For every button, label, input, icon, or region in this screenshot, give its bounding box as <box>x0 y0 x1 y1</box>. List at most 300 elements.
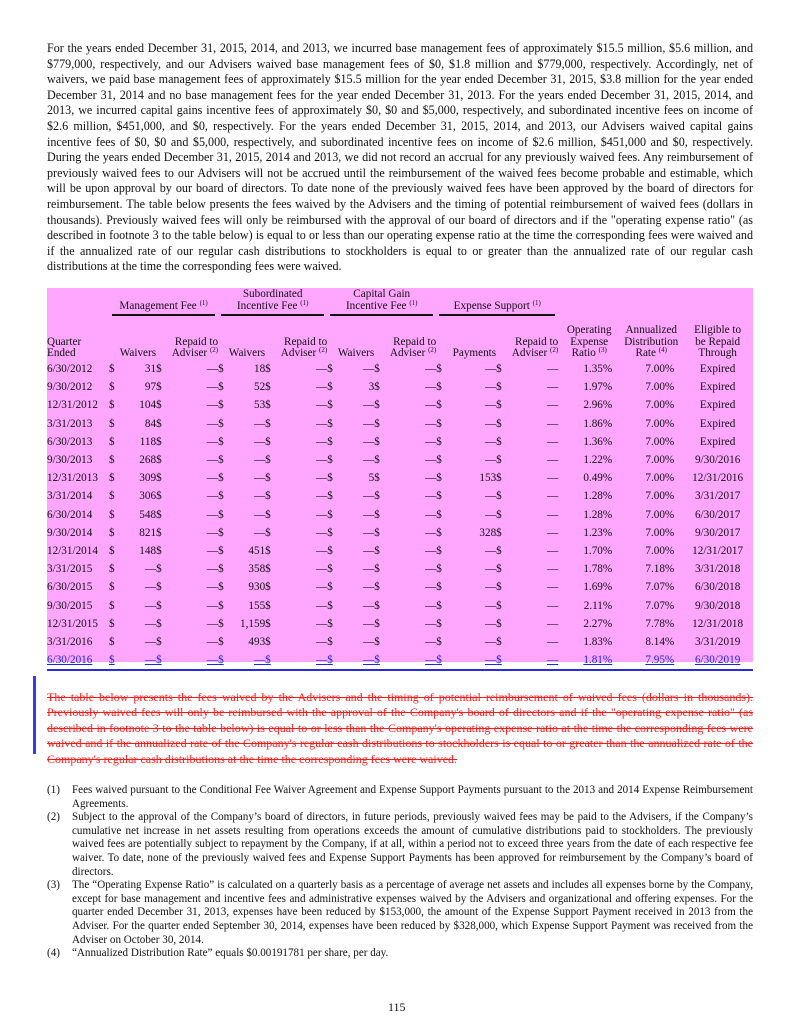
currency-symbol: $ <box>374 417 380 430</box>
cell-sub-waivers: 493 <box>248 636 266 649</box>
cell-quarter-ended: 12/31/2014 <box>47 545 98 558</box>
currency-symbol: $ <box>109 599 115 612</box>
cell-quarter-ended: 12/31/2015 <box>47 617 98 630</box>
currency-symbol: $ <box>218 490 224 503</box>
currency-symbol: $ <box>156 508 162 521</box>
currency-symbol: $ <box>374 363 380 375</box>
cell-mgmt-repaid: — <box>206 454 219 467</box>
currency-symbol: $ <box>436 363 442 375</box>
cell-sub-repaid: — <box>316 363 328 375</box>
cell-cap-waivers: — <box>363 563 375 576</box>
currency-symbol: $ <box>156 363 162 375</box>
cell-mgmt-repaid: — <box>206 599 219 612</box>
currency-symbol: $ <box>496 435 502 448</box>
cell-sub-repaid: — <box>316 526 328 539</box>
currency-symbol: $ <box>496 472 502 485</box>
cell-quarter-ended: 6/30/2013 <box>47 435 93 448</box>
cell-exp-repaid: — <box>547 563 559 576</box>
cell-exp-repaid: — <box>547 599 559 612</box>
cell-operating-expense-ratio: 1.70% <box>583 545 613 558</box>
currency-symbol: $ <box>374 435 380 448</box>
currency-symbol: $ <box>265 454 271 467</box>
cell-exp-payments: — <box>484 490 497 503</box>
group-header-subordinated-incentive-fee: Subordinated Incentive Fee $^{(1)}$ <box>218 288 327 316</box>
currency-symbol: $ <box>327 490 333 503</box>
cell-mgmt-waivers: 104 <box>139 399 157 412</box>
currency-symbol: $ <box>265 508 271 521</box>
cell-cap-waivers: — <box>363 417 375 430</box>
currency-symbol: $ <box>156 563 162 576</box>
cell-cap-waivers: — <box>342 651 374 670</box>
cell-eligible-through: Expired <box>699 363 736 375</box>
cell-mgmt-repaid: — <box>206 399 219 412</box>
currency-symbol: $ <box>218 581 224 594</box>
cell-mgmt-waivers: — <box>144 599 157 612</box>
cell-exp-repaid: — <box>547 545 559 558</box>
cell-exp-repaid: — <box>547 472 559 485</box>
cell-sub-waivers: — <box>233 651 265 670</box>
currency-symbol: $ <box>156 636 162 649</box>
cell-quarter-ended: 3/31/2016 <box>47 636 93 649</box>
currency-symbol: $ <box>156 472 162 485</box>
cell-cap-waivers: — <box>363 545 375 558</box>
currency-symbol: $ <box>327 417 333 430</box>
currency-symbol: $ <box>374 545 380 558</box>
cell-eligible-through: 6/30/2019 <box>682 651 753 670</box>
cell-sub-repaid: — <box>316 381 328 394</box>
currency-symbol: $ <box>374 399 380 412</box>
currency-symbol: $ <box>327 581 333 594</box>
currency-symbol: $ <box>109 363 115 375</box>
currency-symbol: $ <box>327 563 333 576</box>
currency-symbol: $ <box>374 581 380 594</box>
cell-cap-waivers: — <box>363 636 375 649</box>
cell-exp-repaid: — <box>547 526 559 539</box>
currency-symbol: $ <box>265 363 271 375</box>
col-header-exp-payments: Payments <box>452 347 497 360</box>
cell-exp-payments: — <box>484 417 497 430</box>
currency-symbol: $ <box>265 563 271 576</box>
cell-operating-expense-ratio: 1.78% <box>583 563 613 576</box>
cell-cap-repaid: — <box>425 490 437 503</box>
col-header-sub-waivers: Waivers <box>228 347 266 360</box>
cell-eligible-through: 9/30/2017 <box>694 526 741 539</box>
cell-operating-expense-ratio: 1.86% <box>583 417 613 430</box>
currency-symbol: $ <box>265 417 271 430</box>
cell-cap-repaid: — <box>425 363 437 375</box>
cell-mgmt-waivers: 97 <box>144 381 157 394</box>
cell-mgmt-waivers: 548 <box>139 508 157 521</box>
cell-mgmt-repaid: — <box>206 435 219 448</box>
cell-annualized-distribution-rate: 7.07% <box>645 599 675 612</box>
cell-exp-payments: — <box>484 599 497 612</box>
table-row <box>47 615 753 633</box>
cell-exp-payments: — <box>484 545 497 558</box>
cell-operating-expense-ratio: 0.49% <box>583 472 613 485</box>
currency-symbol: $ <box>156 417 162 430</box>
currency-symbol: $ <box>496 651 511 670</box>
currency-symbol: $ <box>265 651 280 670</box>
fee-table-body <box>47 360 753 670</box>
cell-exp-repaid: — <box>547 636 559 649</box>
cell-eligible-through: 6/30/2018 <box>694 581 741 594</box>
currency-symbol: $ <box>218 545 224 558</box>
cell-operating-expense-ratio: 1.28% <box>583 508 613 521</box>
cell-cap-waivers: — <box>363 526 375 539</box>
col-header-mgmt-waivers: Waivers <box>119 347 157 360</box>
cell-annualized-distribution-rate: 7.00% <box>645 417 675 430</box>
currency-symbol: $ <box>109 381 115 394</box>
currency-symbol: $ <box>218 454 224 467</box>
cell-sub-waivers: — <box>253 508 266 521</box>
col-header-mgmt-repaid: Repaid to Adviser $^{(2)}$ <box>171 335 219 360</box>
cell-mgmt-repaid: — <box>206 417 219 430</box>
cell-mgmt-repaid: — <box>206 363 219 375</box>
cell-sub-waivers: — <box>253 472 266 485</box>
cell-exp-payments: — <box>484 563 497 576</box>
cell-cap-waivers: — <box>363 508 375 521</box>
cell-cap-repaid: — <box>425 399 437 412</box>
cell-exp-payments: 328 <box>479 526 497 539</box>
cell-annualized-distribution-rate: 8.14% <box>645 636 675 649</box>
page-number: 115 <box>388 1000 406 1014</box>
currency-symbol: $ <box>265 472 271 485</box>
cell-mgmt-repaid: — <box>206 617 219 630</box>
cell-exp-payments: — <box>484 454 497 467</box>
cell-sub-waivers: 358 <box>248 563 266 576</box>
currency-symbol: $ <box>109 563 115 576</box>
currency-symbol: $ <box>109 454 115 467</box>
cell-exp-repaid: — <box>547 417 559 430</box>
cell-mgmt-waivers: — <box>124 651 156 670</box>
currency-symbol: $ <box>436 508 442 521</box>
cell-exp-payments: — <box>484 363 497 375</box>
cell-exp-repaid: — <box>547 435 559 448</box>
cell-quarter-ended: 6/30/2012 <box>47 363 93 375</box>
cell-cap-waivers: — <box>363 490 375 503</box>
cell-mgmt-waivers: 118 <box>139 435 157 448</box>
cell-sub-waivers: 52 <box>253 381 266 394</box>
currency-symbol: $ <box>265 581 271 594</box>
cell-sub-waivers: 930 <box>248 581 266 594</box>
cell-annualized-distribution-rate: 7.00% <box>645 399 675 412</box>
currency-symbol: $ <box>265 435 271 448</box>
cell-quarter-ended: 9/30/2015 <box>47 599 93 612</box>
currency-symbol: $ <box>496 399 502 412</box>
cell-mgmt-repaid: — <box>206 636 219 649</box>
cell-annualized-distribution-rate: 7.00% <box>645 454 675 467</box>
table-row <box>47 360 753 378</box>
cell-sub-repaid: — <box>316 454 328 467</box>
cell-quarter-ended: 6/30/2014 <box>47 508 93 521</box>
cell-eligible-through: 9/30/2016 <box>694 454 741 467</box>
cell-quarter-ended: 3/31/2015 <box>47 563 93 576</box>
cell-exp-repaid: — <box>547 381 559 394</box>
currency-symbol: $ <box>436 435 442 448</box>
currency-symbol: $ <box>374 526 380 539</box>
currency-symbol: $ <box>109 435 115 448</box>
cell-exp-repaid: — <box>511 651 558 670</box>
cell-mgmt-repaid: — <box>206 581 219 594</box>
cell-sub-waivers: 1,159 <box>239 617 266 630</box>
cell-exp-payments: — <box>484 581 497 594</box>
table-row <box>47 506 753 524</box>
currency-symbol: $ <box>436 417 442 430</box>
cell-eligible-through: Expired <box>699 435 736 448</box>
cell-exp-payments: — <box>484 617 497 630</box>
cell-cap-repaid: — <box>425 381 437 394</box>
cell-annualized-distribution-rate: 7.00% <box>645 526 675 539</box>
cell-operating-expense-ratio: 2.27% <box>583 617 613 630</box>
cell-annualized-distribution-rate: 7.07% <box>645 581 675 594</box>
cell-annualized-distribution-rate: 7.00% <box>645 472 675 485</box>
currency-symbol: $ <box>156 381 162 394</box>
cell-operating-expense-ratio: 2.96% <box>583 399 613 412</box>
currency-symbol: $ <box>374 508 380 521</box>
cell-sub-repaid: — <box>316 399 328 412</box>
cell-annualized-distribution-rate: 7.00% <box>645 435 675 448</box>
cell-operating-expense-ratio: 1.28% <box>583 490 613 503</box>
cell-cap-repaid: — <box>425 581 437 594</box>
col-header-cap-waivers: Waivers <box>337 347 375 360</box>
cell-sub-repaid: — <box>316 545 328 558</box>
cell-exp-payments: — <box>484 636 497 649</box>
table-row <box>47 415 753 433</box>
currency-symbol: $ <box>156 651 171 670</box>
currency-symbol: $ <box>327 617 333 630</box>
cell-cap-waivers: 3 <box>368 381 375 394</box>
cell-exp-repaid: — <box>547 581 559 594</box>
currency-symbol: $ <box>436 399 442 412</box>
currency-symbol: $ <box>327 454 333 467</box>
cell-mgmt-waivers: 31 <box>144 363 157 375</box>
cell-quarter-ended: 3/31/2014 <box>47 490 93 503</box>
cell-eligible-through: 3/31/2019 <box>694 636 741 649</box>
cell-mgmt-waivers: — <box>144 617 157 630</box>
cell-exp-payments: — <box>484 399 497 412</box>
cell-exp-repaid: — <box>547 508 559 521</box>
cell-exp-repaid: — <box>547 399 559 412</box>
currency-symbol: $ <box>436 651 451 670</box>
currency-symbol: $ <box>265 490 271 503</box>
currency-symbol: $ <box>109 526 115 539</box>
currency-symbol: $ <box>436 381 442 394</box>
cell-operating-expense-ratio: 1.81% <box>558 651 620 670</box>
table-row <box>47 378 753 396</box>
currency-symbol: $ <box>496 636 502 649</box>
cell-cap-repaid: — <box>425 636 437 649</box>
currency-symbol: $ <box>265 599 271 612</box>
currency-symbol: $ <box>218 381 224 394</box>
cell-eligible-through: 6/30/2017 <box>694 508 741 521</box>
cell-exp-payments: — <box>451 651 496 670</box>
currency-symbol: $ <box>374 490 380 503</box>
cell-exp-payments: — <box>484 381 497 394</box>
intro-paragraph: For the years ended December 31, 2015, 2014, and 2013, we incurred base management fees of approximately $15.5 million, $5.6 million, and $779,000, respectively, and our Advisers waived base management fees of $0, $1.8 million and $779,000, respectively. Accordingly, net of waivers, we paid base management fees of approximately $15.5 million for the year ended December 31, 2015, $3.8 million for the year ended December 31, 2014 and no base management fees for the year ended December 31, 2013. For the years ended December 31, 2015, 2014, and 2013, we incurred capital gains incentive fees of approximately $0, $0 and $5,000, respectively, and subordinated incentive fees on income of $2.6 million, $451,000, and $0, respectively. For the years ended December 31, 2015, 2014, and 2013, our Advisers waived capital gains incentive fees of $0, $0 and $5,000, respectively, and subordinated incentive fees on income of $2.6 million, $451,000 and $0, respectively. During the years ended December 31, 2015, 2014 and 2013, we did not record an accrual for any previously waived fees. Any reimbursement of previously waived fees to our Advisers will not be accrued until the reimbursement of the waived fees become probable and estimable, which will be upon approval by our board of directors. To date none of the previously waived fees have been approved by the board of directors for reimbursement. The table below presents the fees waived by the Advisers and the timing of potential reimbursement of waived fees (dollars in thousands). Previously waived fees will only be reimbursed with the approval of our board of directors and if the "operating expense ratio" (as described in footnote 3 to the table below) is equal to or less than our operating expense ratio at the time the corresponding fees were waived and if the annualized rate of our regular cash distributions to stockholders is equal to or greater than the annualized rate of our regular cash distributions at the time the corresponding fees were waived. <box>47 41 753 274</box>
currency-symbol: $ <box>496 617 502 630</box>
cell-mgmt-repaid: — <box>206 526 219 539</box>
cell-mgmt-repaid: — <box>206 472 219 485</box>
currency-symbol: $ <box>374 472 380 485</box>
col-header-annualized-distribution-rate: Annualized Distribution Rate $^{(4)}$ <box>624 324 679 360</box>
cell-cap-repaid: — <box>425 526 437 539</box>
cell-operating-expense-ratio: 1.36% <box>583 435 613 448</box>
cell-cap-repaid: — <box>425 454 437 467</box>
cell-annualized-distribution-rate: 7.00% <box>645 490 675 503</box>
currency-symbol: $ <box>109 617 115 630</box>
currency-symbol: $ <box>496 526 502 539</box>
table-row <box>47 651 753 670</box>
footnote: (4) “Annualized Distribution Rate” equals $0.00191781 per share, per day. <box>47 947 389 960</box>
cell-eligible-through: 9/30/2018 <box>694 599 741 612</box>
cell-sub-waivers: — <box>253 435 266 448</box>
table-row <box>47 560 753 578</box>
currency-symbol: $ <box>327 651 342 670</box>
currency-symbol: $ <box>374 381 380 394</box>
cell-operating-expense-ratio: 1.97% <box>583 381 613 394</box>
currency-symbol: $ <box>327 636 333 649</box>
cell-mgmt-waivers: 84 <box>144 417 157 430</box>
currency-symbol: $ <box>496 563 502 576</box>
cell-quarter-ended: 12/31/2012 <box>47 399 98 412</box>
currency-symbol: $ <box>496 381 502 394</box>
cell-mgmt-repaid: — <box>206 381 219 394</box>
cell-quarter-ended: 3/31/2013 <box>47 417 93 430</box>
currency-symbol: $ <box>496 545 502 558</box>
cell-eligible-through: Expired <box>699 399 736 412</box>
cell-cap-repaid: — <box>425 508 437 521</box>
currency-symbol: $ <box>156 490 162 503</box>
currency-symbol: $ <box>496 599 502 612</box>
currency-symbol: $ <box>218 417 224 430</box>
cell-quarter-ended: 12/31/2013 <box>47 472 98 485</box>
table-row <box>47 433 753 451</box>
group-header-management-fee: Management Fee $^{(1)}$ <box>109 288 218 316</box>
currency-symbol: $ <box>109 651 124 670</box>
cell-sub-waivers: — <box>253 417 266 430</box>
currency-symbol: $ <box>374 617 380 630</box>
cell-sub-repaid: — <box>316 581 328 594</box>
cell-operating-expense-ratio: 1.35% <box>583 363 613 375</box>
cell-mgmt-repaid: — <box>206 545 219 558</box>
cell-annualized-distribution-rate: 7.18% <box>645 563 675 576</box>
currency-symbol: $ <box>265 545 271 558</box>
cell-eligible-through: Expired <box>699 381 736 394</box>
currency-symbol: $ <box>265 399 271 412</box>
currency-symbol: $ <box>218 399 224 412</box>
cell-annualized-distribution-rate: 7.00% <box>645 363 675 375</box>
currency-symbol: $ <box>156 435 162 448</box>
table-row <box>47 524 753 542</box>
cell-annualized-distribution-rate: 7.78% <box>645 617 675 630</box>
cell-sub-repaid: — <box>316 617 328 630</box>
cell-sub-repaid: — <box>316 417 328 430</box>
currency-symbol: $ <box>156 599 162 612</box>
cell-cap-waivers: — <box>363 363 375 375</box>
cell-mgmt-repaid: — <box>206 563 219 576</box>
cell-exp-repaid: — <box>547 363 559 375</box>
currency-symbol: $ <box>265 526 271 539</box>
currency-symbol: $ <box>109 399 115 412</box>
cell-annualized-distribution-rate: 7.00% <box>645 381 675 394</box>
fee-waiver-table <box>47 288 753 671</box>
cell-cap-repaid: — <box>425 563 437 576</box>
currency-symbol: $ <box>156 454 162 467</box>
cell-eligible-through: 3/31/2018 <box>694 563 741 576</box>
currency-symbol: $ <box>496 454 502 467</box>
cell-sub-repaid: — <box>316 490 328 503</box>
footnotes <box>47 784 753 961</box>
cell-cap-repaid: — <box>425 617 437 630</box>
currency-symbol: $ <box>218 651 233 670</box>
table-row <box>47 633 753 651</box>
currency-symbol: $ <box>436 599 442 612</box>
currency-symbol: $ <box>265 617 271 630</box>
col-header-exp-repaid: Repaid to Adviser $^{(2)}$ <box>511 335 559 360</box>
col-header-eligible-through: Eligible to be Repaid Through <box>694 324 742 360</box>
cell-mgmt-waivers: — <box>144 636 157 649</box>
cell-exp-payments: — <box>484 435 497 448</box>
cell-sub-repaid: — <box>316 636 328 649</box>
currency-symbol: $ <box>218 563 224 576</box>
cell-annualized-distribution-rate: 7.00% <box>645 545 675 558</box>
cell-eligible-through: 12/31/2017 <box>692 545 744 558</box>
currency-symbol: $ <box>327 399 333 412</box>
cell-quarter-ended: 6/30/2015 <box>47 581 93 594</box>
cell-mgmt-waivers: — <box>144 581 157 594</box>
currency-symbol: $ <box>265 381 271 394</box>
currency-symbol: $ <box>218 526 224 539</box>
cell-sub-waivers: — <box>253 526 266 539</box>
currency-symbol: $ <box>109 417 115 430</box>
currency-symbol: $ <box>436 454 442 467</box>
currency-symbol: $ <box>327 599 333 612</box>
currency-symbol: $ <box>496 417 502 430</box>
currency-symbol: $ <box>436 490 442 503</box>
currency-symbol: $ <box>496 508 502 521</box>
cell-cap-repaid: — <box>425 472 437 485</box>
cell-cap-repaid: — <box>425 599 437 612</box>
cell-exp-payments: — <box>484 508 497 521</box>
cell-cap-repaid: — <box>389 651 436 670</box>
currency-symbol: $ <box>218 508 224 521</box>
fee-waiver-table-container <box>47 288 753 667</box>
currency-symbol: $ <box>436 636 442 649</box>
cell-cap-repaid: — <box>425 417 437 430</box>
cell-cap-waivers: — <box>363 599 375 612</box>
col-header-cap-repaid: Repaid to Adviser $^{(2)}$ <box>389 335 437 360</box>
cell-sub-repaid: — <box>280 651 327 670</box>
cell-quarter-ended: 9/30/2013 <box>47 454 93 467</box>
cell-exp-repaid: — <box>547 617 559 630</box>
cell-mgmt-waivers: — <box>144 563 157 576</box>
currency-symbol: $ <box>156 399 162 412</box>
currency-symbol: $ <box>327 545 333 558</box>
cell-mgmt-waivers: 309 <box>139 472 157 485</box>
cell-sub-waivers: — <box>253 454 266 467</box>
cell-operating-expense-ratio: 1.83% <box>583 636 613 649</box>
cell-cap-waivers: 5 <box>368 472 375 485</box>
cell-sub-repaid: — <box>316 435 328 448</box>
cell-quarter-ended: 6/30/2016 <box>47 651 109 670</box>
currency-symbol: $ <box>327 526 333 539</box>
group-header-capital-gain-incentive-fee: Capital Gain Incentive Fee $^{(1)}$ <box>327 288 436 316</box>
col-header-operating-expense-ratio: Operating Expense Ratio $^{(3)}$ <box>566 324 612 360</box>
currency-symbol: $ <box>436 581 442 594</box>
currency-symbol: $ <box>436 617 442 630</box>
cell-operating-expense-ratio: 1.23% <box>583 526 613 539</box>
cell-mgmt-waivers: 148 <box>139 545 157 558</box>
